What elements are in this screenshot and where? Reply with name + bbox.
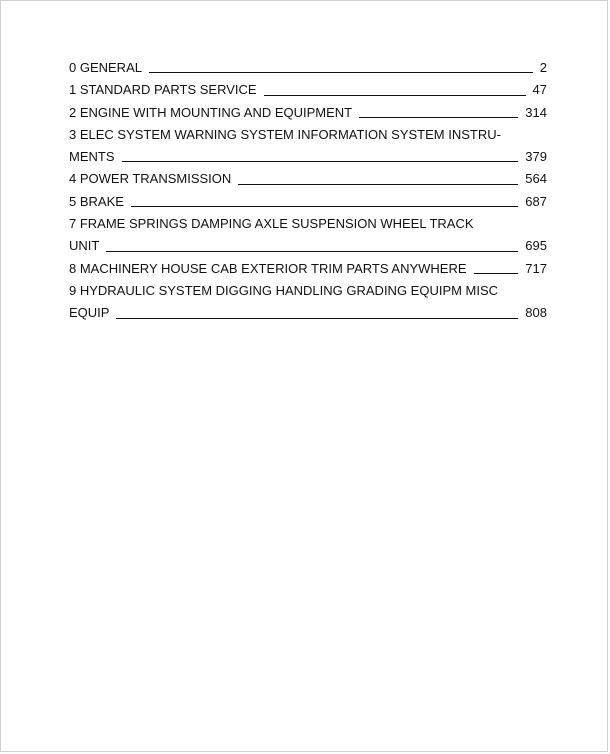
toc-entry-title: 1 STANDARD PARTS SERVICE xyxy=(69,82,257,98)
toc-page-number: 687 xyxy=(525,193,547,209)
toc-entry-title: 3 ELEC SYSTEM WARNING SYSTEM INFORMATION SYSTEM INSTRU- xyxy=(69,126,501,142)
toc-page-number: 47 xyxy=(532,82,547,98)
toc-entry-frame-springs[interactable] xyxy=(69,213,547,258)
toc-entry-title: 9 HYDRAULIC SYSTEM DIGGING HANDLING GRADING EQUIPM MISC xyxy=(69,282,499,298)
leader-line xyxy=(359,116,518,118)
toc-entry-title: 8 MACHINERY HOUSE CAB EXTERIOR TRIM PARTS ANYWHERE xyxy=(69,260,467,276)
leader-line xyxy=(238,183,518,185)
toc-page-number: 564 xyxy=(525,171,547,187)
toc-entry-engine[interactable] xyxy=(69,102,547,124)
toc-line xyxy=(69,302,547,324)
toc-line xyxy=(69,191,547,213)
toc-entry-title: 0 GENERAL xyxy=(69,60,142,75)
leader-line xyxy=(474,272,519,274)
toc-entry-machinery-house[interactable] xyxy=(69,258,547,280)
toc-entry-title-continued: UNIT xyxy=(69,238,100,254)
leader-line xyxy=(122,160,519,162)
toc-entry-title: 4 POWER TRANSMISSION xyxy=(69,171,232,187)
toc-page-number: 717 xyxy=(525,260,547,276)
toc-entry-title: 2 ENGINE WITH MOUNTING AND EQUIPMENT xyxy=(69,104,353,120)
toc-entry-title-continued: EQUIP xyxy=(69,305,110,321)
toc-entry-standard-parts-service[interactable] xyxy=(69,79,547,101)
toc-page-number: 695 xyxy=(525,238,547,254)
leader-line xyxy=(264,94,526,96)
toc-line xyxy=(69,79,547,101)
toc-line xyxy=(69,235,547,257)
toc-entry-general[interactable] xyxy=(69,57,547,79)
leader-line xyxy=(149,71,533,73)
toc-page-number: 2 xyxy=(539,60,547,75)
toc-entry-elec-system[interactable] xyxy=(69,124,547,169)
toc-entry-title: 7 FRAME SPRINGS DAMPING AXLE SUSPENSION WHEEL TRACK xyxy=(69,216,474,232)
table-of-contents xyxy=(69,57,547,325)
toc-entry-title: 5 BRAKE xyxy=(69,193,124,209)
toc-line xyxy=(69,57,547,79)
toc-page-number: 314 xyxy=(525,104,547,120)
toc-entry-title-continued: MENTS xyxy=(69,149,115,165)
toc-entry-hydraulic-system[interactable] xyxy=(69,280,547,325)
leader-line xyxy=(131,205,518,207)
toc-page-number: 808 xyxy=(525,305,547,321)
leader-line xyxy=(106,250,518,252)
toc-line xyxy=(69,258,547,280)
toc-line xyxy=(69,146,547,168)
toc-page-number: 379 xyxy=(525,149,547,165)
toc-entry-power-transmission[interactable] xyxy=(69,168,547,190)
toc-entry-brake[interactable] xyxy=(69,191,547,213)
toc-line xyxy=(69,102,547,124)
leader-line xyxy=(116,317,518,319)
toc-line xyxy=(69,168,547,190)
